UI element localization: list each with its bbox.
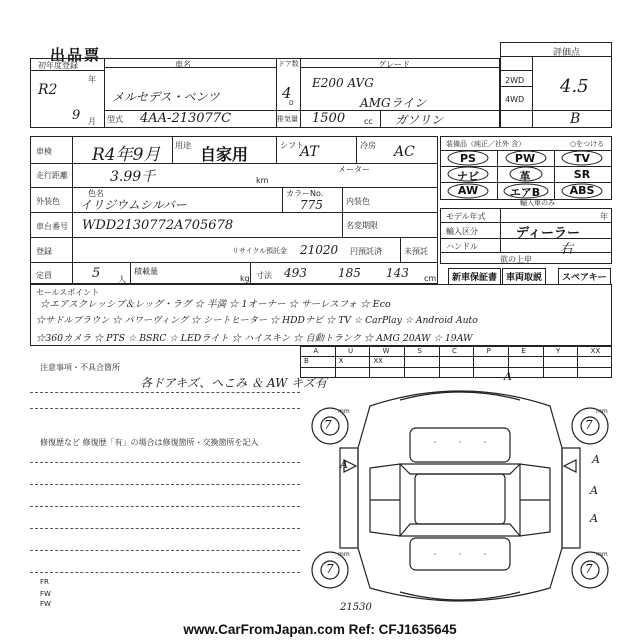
equipment-mark-label: ○をつける [570, 140, 605, 148]
deposit-unpaid-label: 未預託 [404, 247, 428, 256]
legend-col-6: E [521, 347, 526, 355]
capacity-label: 定員 [36, 271, 52, 280]
wheel-mark-fl: 7 [324, 418, 332, 432]
badge-warranty: 新車保証書 [448, 268, 501, 285]
handle-label: ハンドル [446, 242, 478, 251]
legend-col-8: XX [590, 347, 601, 355]
legend-row-1: X [338, 357, 344, 365]
drive-4wd-label: 4WD [505, 95, 525, 104]
damage-mark-right-3: A [590, 512, 598, 525]
displacement-unit: cc [364, 117, 373, 126]
recycle-value: 21020 [300, 243, 339, 257]
inspection-value: R4年9月 [92, 145, 161, 165]
first-reg-era: R2 [38, 82, 58, 98]
first-reg-label: 初年度登録 [38, 61, 78, 70]
grade-value: 4.5 [560, 76, 589, 97]
equip-tv: TV [573, 152, 591, 165]
interior-color-label: 内装色 [346, 197, 370, 206]
mm-label-fr: mm [596, 408, 608, 415]
damage-mark-right-1: A [592, 453, 600, 466]
mm-label-rl: mm [338, 551, 350, 558]
chassis-label: 車台番号 [36, 222, 68, 231]
equip-airbag: エアB [509, 186, 541, 199]
month-label: 月 [88, 117, 96, 126]
size-length: 493 [284, 266, 307, 280]
mm-label-rr: mm [596, 551, 608, 558]
ac-label: 冷房 [360, 141, 376, 150]
damage-mark-front: A [504, 370, 512, 383]
grade-line-1: E200 AVG [312, 76, 374, 90]
grade-line-2: AMGライン [360, 96, 427, 110]
year-label: 年 [88, 75, 96, 84]
equip-aw: AW [457, 184, 479, 197]
equip-abs: ABS [569, 184, 595, 197]
legend-col-5: P [486, 347, 491, 355]
model-year-unit: 年 [600, 212, 608, 221]
doors-label: ドア数 [278, 60, 299, 68]
meter-label: メーター [338, 165, 370, 174]
usage-label: 用途 [175, 141, 191, 150]
import-type-label: 輸入区分 [446, 227, 478, 236]
mileage-unit: km [256, 176, 269, 185]
displacement-label: 排気量 [277, 115, 298, 123]
legend-col-4: C [452, 347, 457, 355]
size-unit: cm [424, 274, 437, 283]
legend-row-2: XX [373, 357, 383, 365]
equipment-label: 装備品（純正／社外 含） [446, 140, 526, 148]
model-label: 型式 [107, 115, 123, 124]
handle-value: 右 [560, 242, 574, 257]
other-label: 欲の上申 [500, 255, 532, 264]
legend-col-2: W [382, 347, 390, 355]
size-height: 143 [386, 266, 409, 280]
damage-mark-right-2: A [590, 484, 598, 497]
shift-label: シフト [280, 141, 304, 150]
ac-value: AC [394, 144, 415, 160]
equip-pw: PW [514, 152, 536, 165]
color-code: 775 [300, 198, 323, 212]
badge-manual: 車両取説 [502, 268, 546, 285]
chassis-value: WDD2130772A705678 [82, 218, 234, 233]
legend-col-3: S [417, 347, 422, 355]
mileage-value: 3.99千 [110, 169, 156, 185]
footer-stamp: 21530 [340, 602, 372, 613]
notes-label: 注意事項・不具合箇所 [40, 363, 120, 372]
deposit-paid-label: 円預託済 [350, 247, 382, 256]
car-name-label: 車名 [175, 60, 191, 69]
mileage-label: 走行距離 [36, 171, 68, 180]
legend-row-0: B [304, 357, 309, 365]
size-label: 寸法 [256, 271, 272, 280]
model-year-label: モデル年式 [446, 212, 486, 221]
badge-spare-key: スペアキー [558, 268, 611, 285]
equip-sr: SR [573, 168, 591, 181]
usage-value: 自家用 [200, 145, 249, 164]
model-code: 4AA-213077C [140, 111, 232, 126]
registration-label: 登録 [36, 247, 52, 256]
side-label-fw-2: FW [40, 600, 51, 608]
fuel-type: ガソリン [395, 113, 444, 127]
capacity-unit: 人 [118, 275, 126, 284]
doors-value: 4 [282, 84, 292, 102]
size-width: 185 [338, 266, 361, 280]
import-only-label: 輸入車のみ [520, 199, 555, 207]
equip-navi: ナビ [457, 170, 479, 183]
grade-box-label: 評価点 [553, 48, 581, 58]
displacement-value: 1500 [312, 111, 346, 126]
legend-col-7: Y [556, 347, 561, 355]
notes-text: 各ドアキズ、へこみ ＆ AW キズ有 [140, 376, 327, 390]
wheel-mark-rr: 7 [585, 562, 593, 576]
equipment-circles [440, 150, 612, 200]
page-title: 出品票 [50, 46, 102, 64]
side-label-fw-1: FW [40, 590, 51, 598]
doors-unit: D [289, 100, 294, 107]
first-reg-month: 9 [72, 108, 81, 123]
wheel-mark-fr: 7 [585, 418, 593, 432]
load-unit: kg [240, 274, 250, 283]
grade-label: グレード [378, 60, 410, 69]
color-code-label: カラーNo. [286, 189, 324, 198]
sales-point-line-1: ☆エアスクレッシブ＆レッグ・ラグ ☆ 半満 ☆ 1オーナー ☆ サーレスフォ ☆ Eco [40, 299, 391, 310]
drive-2wd-label: 2WD [505, 76, 525, 85]
legend-col-1: U [348, 347, 354, 355]
mm-label-fl: mm [338, 408, 350, 415]
shift-value: AT [300, 144, 319, 160]
name-change-label: 名変期限 [346, 221, 378, 230]
sales-points-label: セールスポイント [36, 288, 100, 297]
recycle-label: リサイクル預託金 [232, 247, 288, 255]
car-name: メルセデス・ベンツ [112, 90, 220, 104]
repair-label: 修復歴など 修復歴「有」の場合は修復箇所・交換箇所を記入 [40, 438, 259, 447]
sales-point-line-3: ☆360カメラ ☆ PTS ☆ BSRC ☆ LEDライト ☆ ハイスキン ☆ 自動トランク ☆ AMG 20AW ☆ 19AW [36, 333, 473, 344]
inspection-label: 車検 [36, 147, 52, 156]
equip-ps: PS [460, 152, 476, 165]
import-type-value: ディーラー [516, 226, 580, 241]
sales-point-line-2: ☆サドルブラウン ☆ パワーヴィング ☆ シートヒーター ☆ HDDナビ ☆ TV ☆ CarPlay ☆ Android Auto [36, 315, 478, 326]
damage-mark-left: A [340, 458, 348, 471]
interior-grade: B [570, 111, 581, 127]
wheel-mark-rl: 7 [326, 562, 334, 576]
legend-col-0: A [313, 347, 319, 355]
color-value: イリジウムシルバー [80, 198, 187, 212]
equip-leather: 革 [519, 170, 531, 183]
capacity-value: 5 [92, 266, 101, 281]
side-label-fr: FR [40, 578, 49, 586]
load-label: 積載量 [134, 267, 158, 276]
color-label: 外装色 [36, 197, 60, 206]
color-name-label: 色名 [88, 189, 104, 198]
watermark-ref: www.CarFromJapan.com Ref: CFJ1635645 [183, 622, 457, 637]
